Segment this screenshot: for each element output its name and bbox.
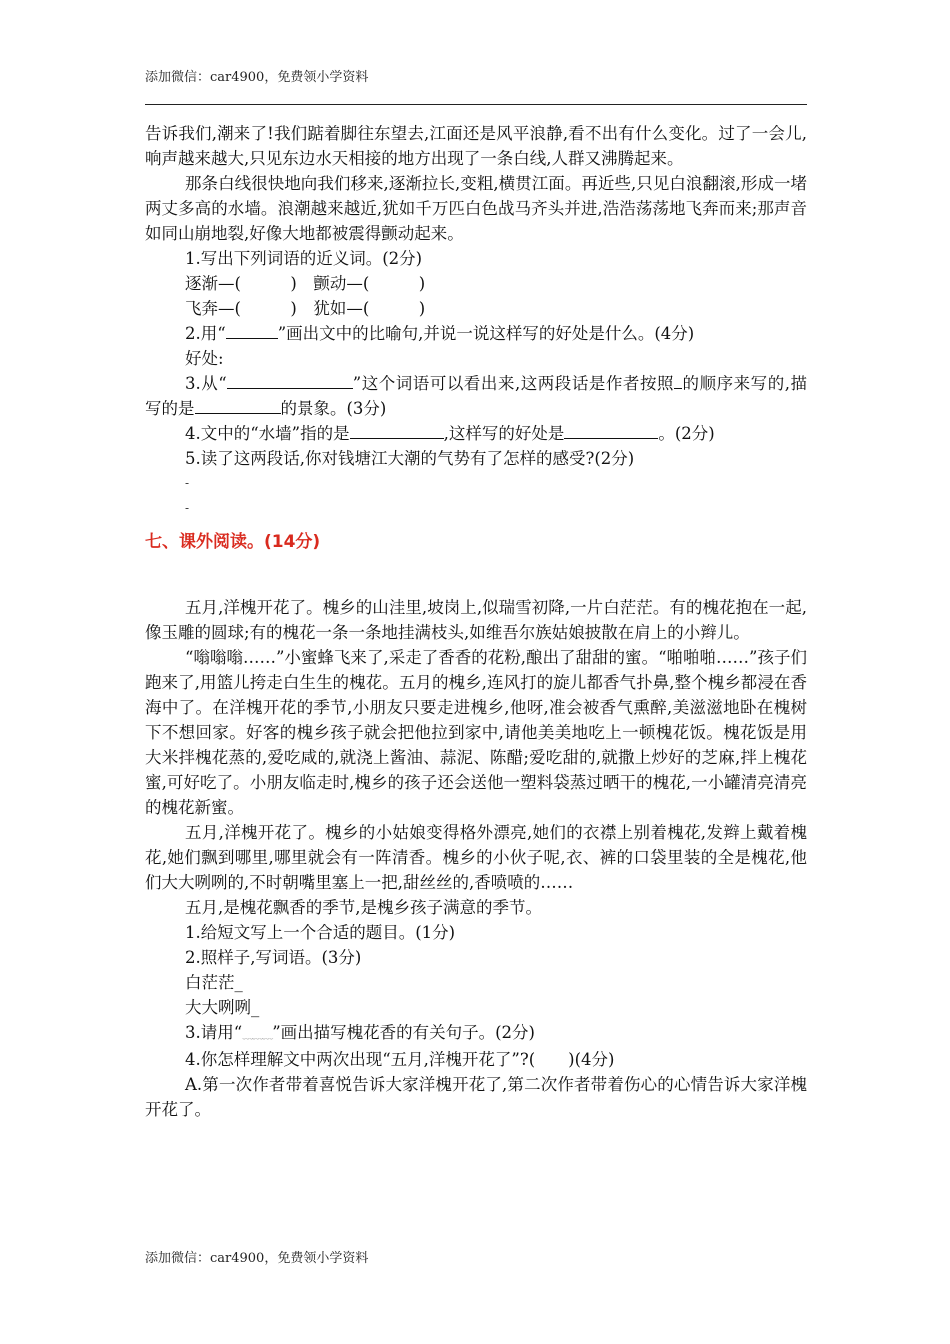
reading-question-4: 4.你怎样理解文中两次出现“五月,洋槐开花了”?( )(4分) (185, 1050, 615, 1069)
answer-blank (564, 424, 658, 439)
passage1-paragraph-2: 那条白线很快地向我们移来,逐渐拉长,变粗,横贯江面。再近些,只见白浪翻滚,形成一堵两丈多高的水墙。浪潮越来越近,犹如千万匹白色战马齐头并进,浩浩荡荡地飞奔而来;那声音如同山崩地裂,好像大地都被震得颤动起来。 (145, 174, 807, 243)
page-footer: 添加微信：car4900，免费领小学资料 (145, 1251, 369, 1266)
passage1-paragraph-1: 告诉我们,潮来了!我们踮着脚往东望去,江面还是风平浪静,看不出有什么变化。过了一会儿,响声越来越大,只见东边水天相接的地方出现了一条白线,人群又沸腾起来。 (145, 124, 807, 168)
question-1-row-b: 飞奔—( ) 犹如—( ) (185, 299, 426, 318)
question-4: 4.文中的“水墙”指的是 ,这样写的好处是 。(2分) (185, 424, 715, 443)
passage2-paragraph-1: 五月,洋槐开花了。槐乡的山洼里,坡岗上,似瑞雪初降,一片白茫茫。有的槐花抱在一起,像玉雕的圆球;有的槐花一条一条地挂满枝头,如维吾尔族姑娘披散在肩上的小辫儿。 (145, 598, 807, 642)
reading-question-2-example-a: 白茫茫_ (185, 973, 243, 992)
section-7-title: 七、课外阅读。(14分) (145, 532, 321, 552)
question-2-benefit: 好处: (185, 349, 224, 368)
page-header: 添加微信：car4900，免费领小学资料 (145, 70, 369, 85)
reading-question-4-option-a: A.第一次作者带着喜悦告诉大家洋槐开花了,第二次作者带着伤心的心情告诉大家洋槐开花了。 (145, 1075, 807, 1119)
question-2: 2.用“ ”画出文中的比喻句,并说一说这样写的好处是什么。(4分) (185, 324, 695, 343)
header-rule (145, 104, 807, 105)
reading-question-2-example-b: 大大咧咧_ (185, 998, 260, 1017)
passage2-paragraph-3: 五月,洋槐开花了。槐乡的小姑娘变得格外漂亮,她们的衣襟上别着槐花,发辫上戴着槐花,她们飘到哪里,哪里就会有一阵清香。槐乡的小伙子呢,衣、裤的口袋里装的全是槐花,他们大大咧咧的,不时朝嘴里塞上一把,甜丝丝的,香喷喷的…… (145, 823, 807, 892)
wavy-underline-mark: ﹏﹏﹏ (242, 1028, 273, 1041)
answer-blank (227, 374, 353, 389)
answer-blank (674, 374, 682, 389)
passage2-paragraph-4: 五月,是槐花飘香的季节,是槐乡孩子满意的季节。 (185, 898, 542, 917)
answer-line-2: - (185, 501, 190, 515)
passage2-paragraph-2: “嗡嗡嗡……”小蜜蜂飞来了,采走了香香的花粉,酿出了甜甜的蜜。“啪啪啪……”孩子们跑来了,用篮儿挎走白生生的槐花。五月的槐乡,连风打的旋儿都香气扑鼻,整个槐乡都浸在香海中了。在洋槐开花的季节,小朋友只要走进槐乡,他呀,准会被香气熏醉,美滋滋地卧在槐树下不想回家。好客的槐乡孩子就会把他拉到家中,请他美美地吃上一顿槐花饭。槐花饭是用大米拌槐花蒸的,爱吃咸的,就浇上酱油、蒜泥、陈醋;爱吃甜的,就撒上炒好的芝麻,拌上槐花蜜,可好吃了。小朋友临走时,槐乡的孩子还会送他一塑料袋蒸过晒干的槐花,一小罐清亮清亮的槐花新蜜。 (145, 648, 807, 817)
document-body (145, 121, 807, 1122)
answer-line-1: - (185, 476, 190, 490)
question-3: 3.从“ ”这个词语可以看出来,这两段话是作者按照 的顺序来写的,描写的是 的景象。(3分) (145, 374, 807, 418)
question-1-row-a: 逐渐—( ) 颤动—( ) (185, 274, 426, 293)
answer-blank (350, 424, 444, 439)
reading-question-2: 2.照样子,写词语。(3分) (185, 948, 362, 967)
answer-blank (226, 324, 278, 339)
reading-question-1: 1.给短文写上一个合适的题目。(1分) (185, 923, 456, 942)
answer-blank (195, 399, 281, 414)
question-1: 1.写出下列词语的近义词。(2分) (185, 249, 423, 268)
reading-question-3: 3.请用“﹏﹏﹏”画出描写槐花香的有关句子。(2分) (145, 1020, 807, 1047)
question-5: 5.读了这两段话,你对钱塘江大潮的气势有了怎样的感受?(2分) (185, 449, 635, 468)
